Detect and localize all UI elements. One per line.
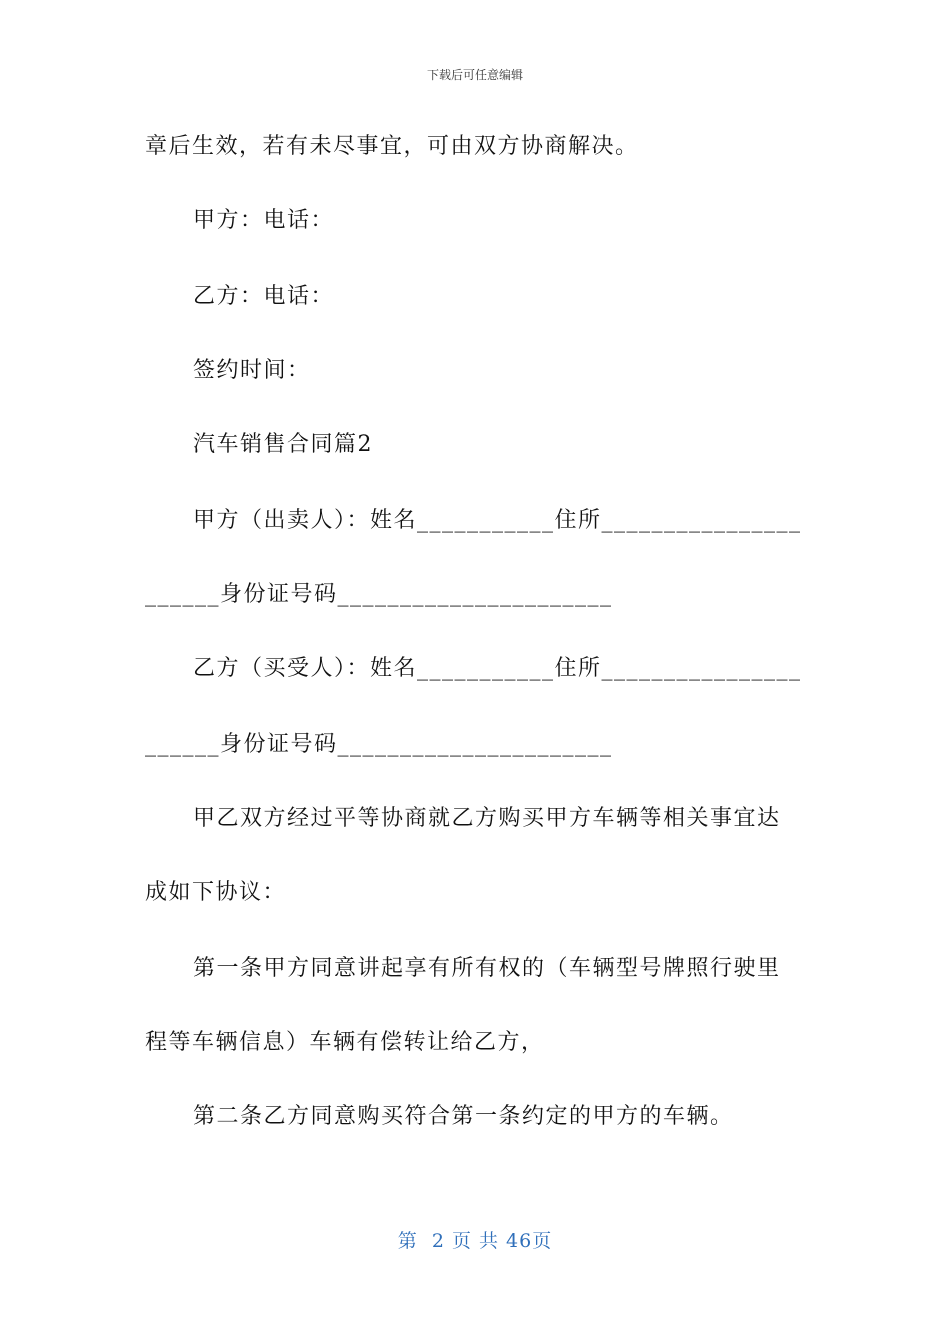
party-b-id-line: ______身份证号码______________________ xyxy=(145,732,613,757)
clause-one-line: 程等车辆信息）车辆有偿转让给乙方， xyxy=(145,1030,545,1055)
clause-two-line: 第二条乙方同意购买符合第一条约定的甲方的车辆。 xyxy=(193,1104,734,1129)
page-number: 第 2 页 共 46页 xyxy=(397,1230,553,1252)
party-a-id-line: ______身份证号码______________________ xyxy=(145,582,613,607)
header-note: 下载后可任意编辑 xyxy=(426,68,523,82)
section-title: 汽车销售合同篇2 xyxy=(193,432,373,457)
paragraph-line: 乙方：电话： xyxy=(193,284,335,309)
paragraph-line: 成如下协议： xyxy=(145,880,287,905)
paragraph-line: 甲方：电话： xyxy=(193,208,335,233)
party-b-line: 乙方（买受人）：姓名___________住所________________ xyxy=(193,656,802,681)
paragraph-line: 签约时间： xyxy=(193,358,311,383)
clause-one-line: 第一条甲方同意讲起享有所有权的（车辆型号牌照行驶里 xyxy=(193,956,781,981)
paragraph-line: 甲乙双方经过平等协商就乙方购买甲方车辆等相关事宜达 xyxy=(193,806,781,831)
paragraph-line: 章后生效，若有未尽事宜，可由双方协商解决。 xyxy=(145,134,639,159)
party-a-line: 甲方（出卖人）：姓名___________住所________________ xyxy=(193,508,802,533)
